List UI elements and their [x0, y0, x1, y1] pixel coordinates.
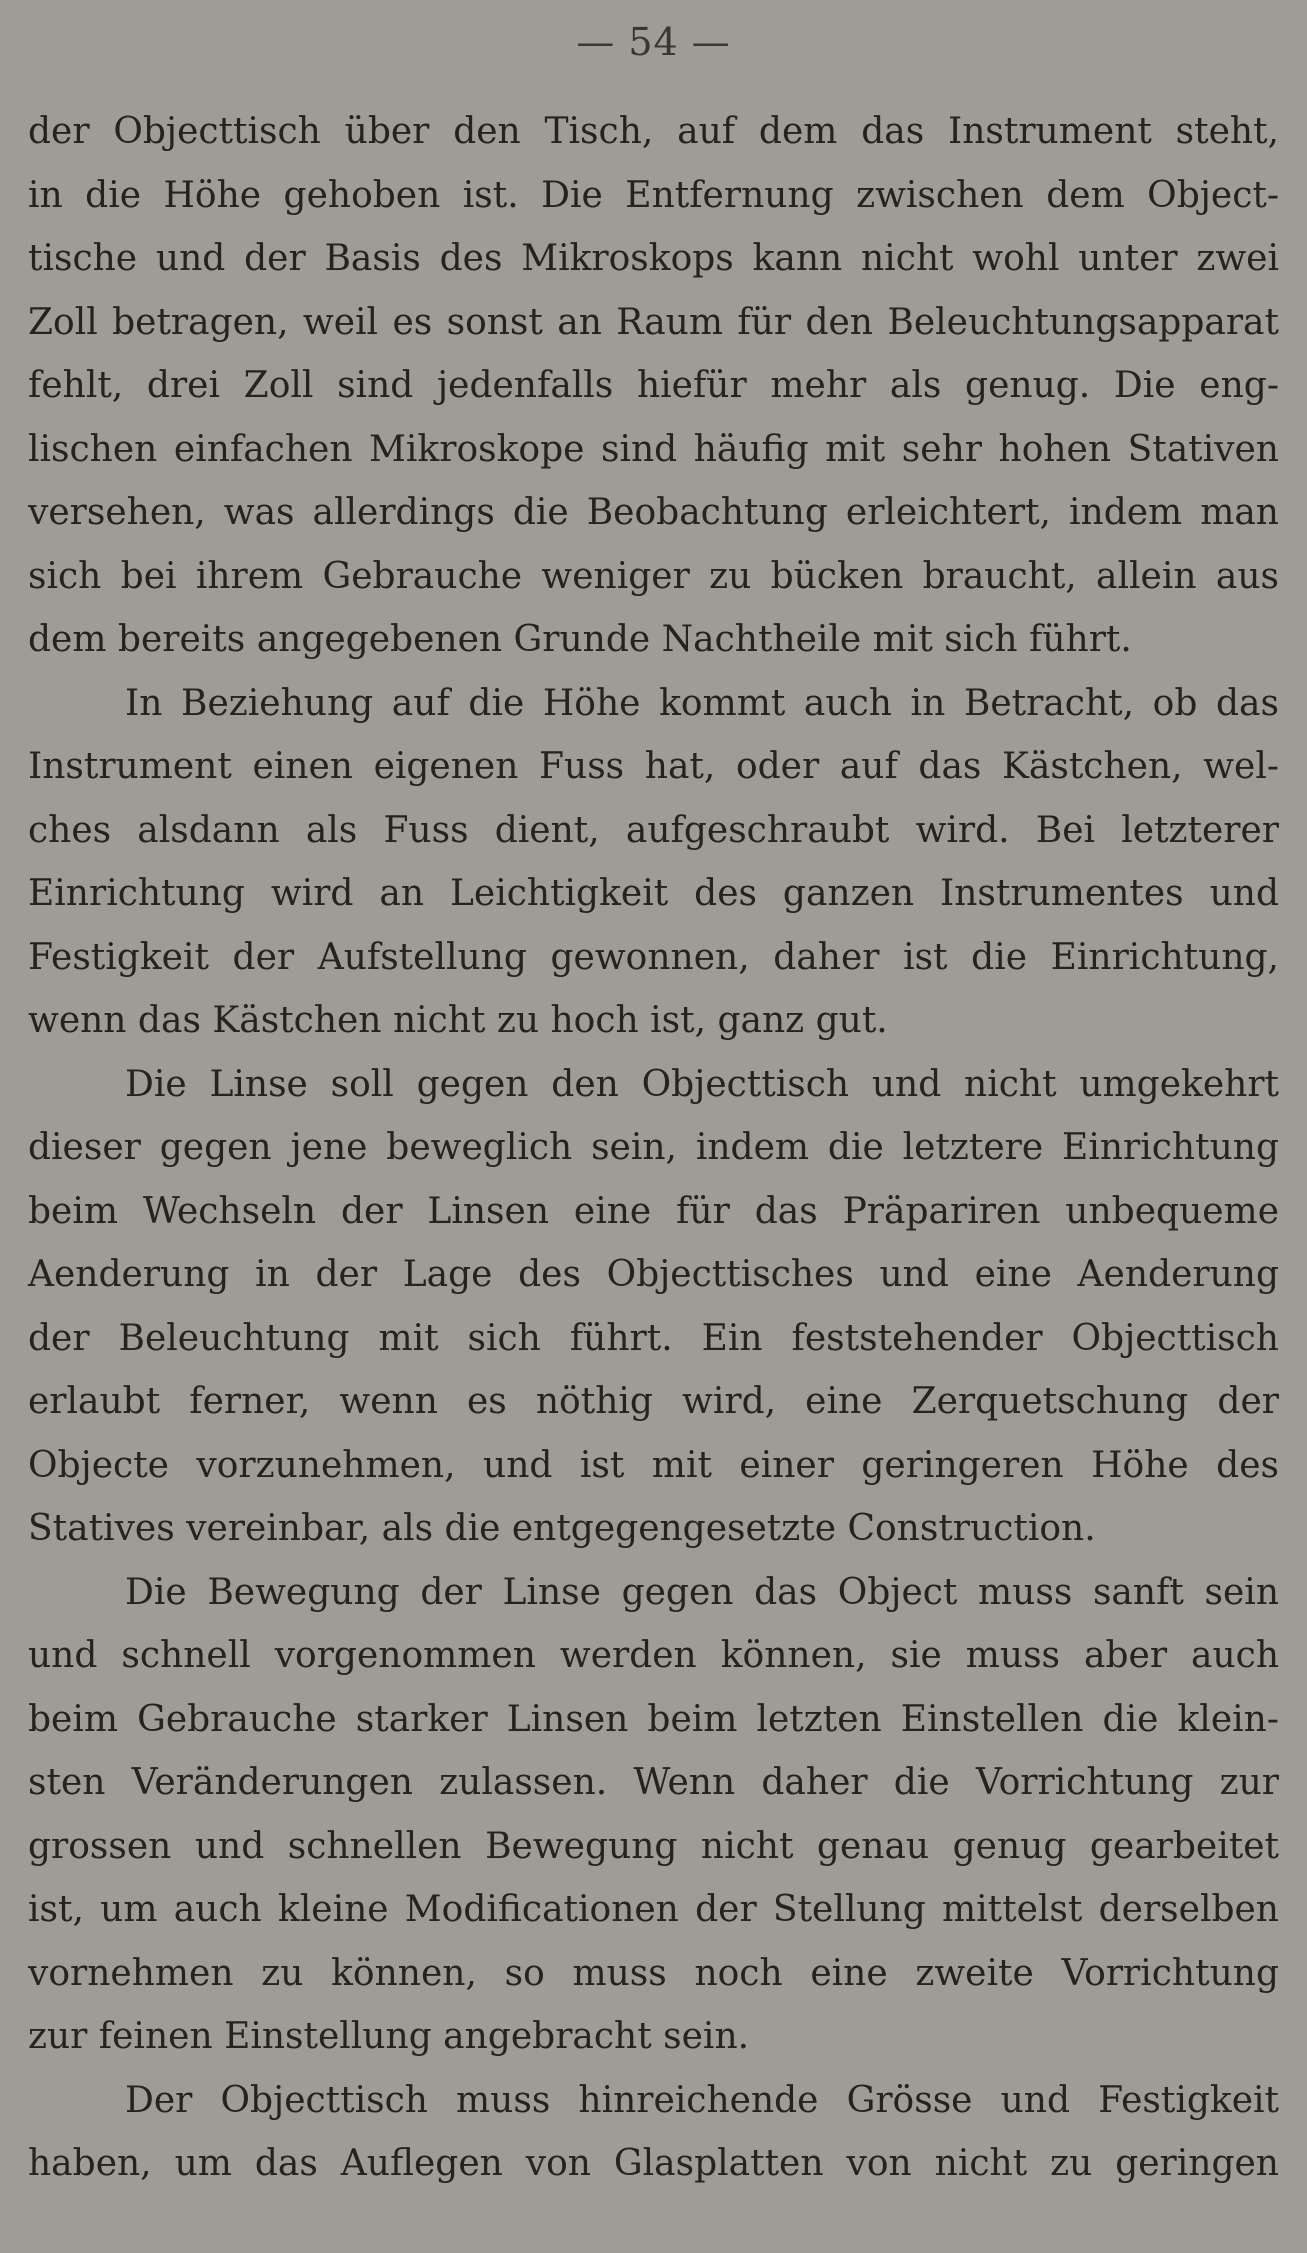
text-line: der Beleuchtung mit sich führt. Ein feststehender Objecttisch — [28, 1317, 1279, 1359]
text-line: wenn das Kästchen nicht zu hoch ist, ganz gut. — [28, 1000, 888, 1041]
text-line: Die Bewegung der Linse gegen das Object muss sanft sein — [125, 1571, 1279, 1613]
text-line: Der Objecttisch muss hinreichende Grösse und Festigkeit — [125, 2079, 1279, 2121]
text-line: grossen und schnellen Bewegung nicht genau genug gearbeitet — [28, 1825, 1279, 1867]
text-line: beim Gebrauche starker Linsen beim letzten Einstellen die klein- — [28, 1698, 1279, 1740]
text-line: erlaubt ferner, wenn es nöthig wird, eine Zerquetschung der — [28, 1381, 1279, 1422]
text-line: dieser gegen jene beweglich sein, indem die letztere Einrichtung — [28, 1127, 1279, 1168]
text-line: Festigkeit der Aufstellung gewonnen, daher ist die Einrichtung, — [28, 936, 1279, 978]
text-line: versehen, was allerdings die Beobachtung erleichtert, indem man — [28, 492, 1279, 533]
text-line: der Objecttisch über den Tisch, auf dem das Instrument steht, — [28, 111, 1279, 152]
text-line: ist, um auch kleine Modificationen der Stellung mittelst derselben — [28, 1889, 1279, 1930]
text-line: lischen einfachen Mikroskope sind häufig mit sehr hohen Stativen — [28, 428, 1279, 470]
text-line: Objecte vorzunehmen, und ist mit einer geringeren Höhe des — [28, 1444, 1279, 1486]
paragraph-3 — [28, 1053, 1279, 1561]
paragraph-4 — [28, 1561, 1279, 2069]
text-line: sich bei ihrem Gebrauche weniger zu bücken braucht, allein aus — [28, 555, 1279, 597]
paragraph-1 — [28, 100, 1279, 672]
text-line: dem bereits angegebenen Grunde Nachtheile mit sich führt. — [28, 619, 1132, 660]
paragraph-5 — [28, 2069, 1279, 2196]
text-line: vornehmen zu können, so muss noch eine zweite Vorrichtung — [28, 1952, 1279, 1994]
text-line: ches alsdann als Fuss dient, aufgeschraubt wird. Bei letzterer — [28, 809, 1279, 851]
text-line: Instrument einen eigenen Fuss hat, oder auf das Kästchen, wel- — [28, 746, 1279, 787]
text-line: tische und der Basis des Mikroskops kann nicht wohl unter zwei — [28, 238, 1279, 279]
text-line: und schnell vorgenommen werden können, sie muss aber auch — [28, 1635, 1279, 1676]
text-line: Aenderung in der Lage des Objecttisches und eine Aenderung — [28, 1254, 1279, 1295]
text-line: Die Linse soll gegen den Objecttisch und nicht umgekehrt — [125, 1063, 1279, 1105]
text-line: In Beziehung auf die Höhe kommt auch in Betracht, ob das — [125, 682, 1279, 724]
paragraph-2 — [28, 672, 1279, 1053]
text-line: zur feinen Einstellung angebracht sein. — [28, 2016, 750, 2057]
text-line: Zoll betragen, weil es sonst an Raum für den Beleuchtungsapparat — [28, 301, 1279, 343]
text-line: Einrichtung wird an Leichtigkeit des ganzen Instrumentes und — [28, 873, 1279, 914]
text-line: beim Wechseln der Linsen eine für das Präpariren unbequeme — [28, 1190, 1279, 1232]
text-line: haben, um das Auflegen von Glasplatten von nicht zu geringen — [28, 2143, 1279, 2184]
text-line: Statives vereinbar, als die entgegengesetzte Construction. — [28, 1508, 1096, 1549]
text-line: in die Höhe gehoben ist. Die Entfernung zwischen dem Object- — [28, 174, 1279, 216]
page-number: — 54 — — [576, 20, 731, 64]
text-line: sten Veränderungen zulassen. Wenn daher die Vorrichtung zur — [28, 1762, 1279, 1803]
text-line: fehlt, drei Zoll sind jedenfalls hiefür mehr als genug. Die eng- — [28, 365, 1279, 406]
